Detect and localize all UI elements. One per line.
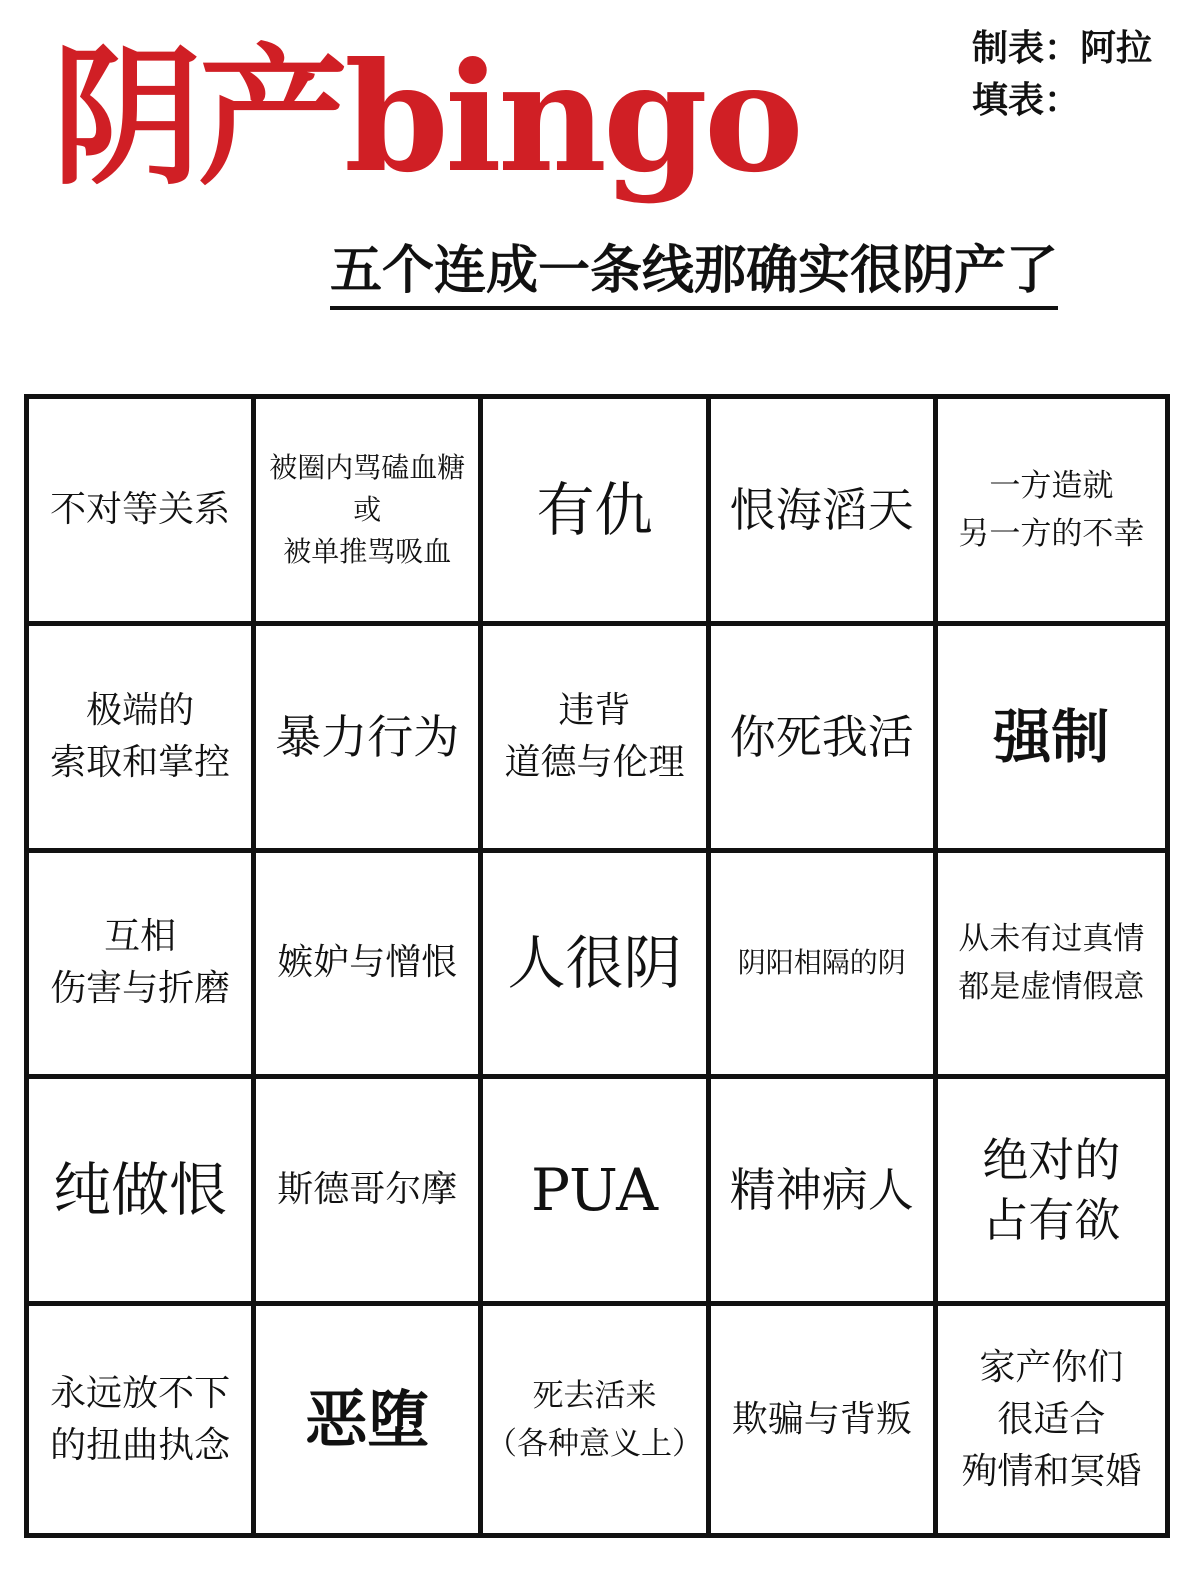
cell-text-line: 一方造就 xyxy=(989,467,1114,504)
bingo-subtitle: 五个连成一条线那确实很阴产了 xyxy=(330,238,1058,310)
cell-text-line: 的扭曲执念 xyxy=(50,1424,231,1466)
cell-text-line: 道德与伦理 xyxy=(504,741,685,783)
bingo-cell[interactable] xyxy=(938,626,1165,853)
cell-text-line: 索取和掌控 xyxy=(50,741,231,783)
cell-text-line: 恨海滔天 xyxy=(729,482,914,537)
bingo-cell[interactable] xyxy=(256,1079,483,1306)
cell-text-line: 家产你们 xyxy=(979,1346,1124,1388)
bingo-cell[interactable] xyxy=(256,626,483,853)
bingo-cell[interactable] xyxy=(29,1079,256,1306)
bingo-cell[interactable] xyxy=(483,1306,710,1533)
cell-text-line: 强制 xyxy=(993,702,1110,771)
cell-text-line: 另一方的不幸 xyxy=(958,515,1145,552)
cell-text-line: 死去活来 xyxy=(532,1377,657,1414)
cell-text-line: 你死我活 xyxy=(729,709,914,764)
cell-text-line: （各种意义上） xyxy=(486,1425,703,1462)
bingo-cell[interactable] xyxy=(938,1079,1165,1306)
cell-text-line: 纯做恨 xyxy=(53,1156,228,1225)
bingo-cell[interactable] xyxy=(711,853,938,1080)
bingo-title: 阴产bingo xyxy=(52,30,800,206)
credits-block xyxy=(972,22,1152,126)
cell-text-line: 阴阳相隔的阴 xyxy=(737,946,906,980)
bingo-cell[interactable] xyxy=(29,853,256,1080)
cell-text-line: 被单推骂吸血 xyxy=(283,534,452,568)
cell-text-line: 精神病人 xyxy=(729,1163,914,1218)
cell-text-line: 有仇 xyxy=(536,475,653,544)
cell-text-line: 违背 xyxy=(558,689,631,731)
cell-text-line: 都是虚情假意 xyxy=(958,969,1145,1006)
bingo-cell[interactable] xyxy=(29,399,256,626)
cell-text-line: 恶堕 xyxy=(305,1382,430,1456)
bingo-cell[interactable] xyxy=(256,1306,483,1533)
bingo-cell[interactable] xyxy=(29,626,256,853)
cell-text-line: 人很阴 xyxy=(507,929,682,998)
cell-text-line: 嫉妒与憎恨 xyxy=(277,942,458,984)
bingo-cell[interactable] xyxy=(483,399,710,626)
bingo-cell[interactable] xyxy=(483,853,710,1080)
cell-text-line: 很适合 xyxy=(997,1398,1106,1440)
bingo-cell[interactable] xyxy=(711,1079,938,1306)
cell-text-line: 暴力行为 xyxy=(275,709,460,764)
filler-credit: 填表： xyxy=(972,79,1081,121)
cell-text-line: 永远放不下 xyxy=(50,1372,231,1414)
cell-text-line: 绝对的 xyxy=(982,1133,1121,1188)
bingo-cell[interactable] xyxy=(938,1306,1165,1533)
cell-text-line: 不对等关系 xyxy=(50,488,231,530)
bingo-cell[interactable] xyxy=(938,399,1165,626)
maker-credit: 制表：阿拉 xyxy=(972,27,1153,69)
cell-text-line: 或 xyxy=(353,492,382,526)
cell-text-line: 占有欲 xyxy=(982,1193,1121,1248)
bingo-cell[interactable] xyxy=(256,399,483,626)
cell-text-line: PUA xyxy=(530,1156,658,1225)
cell-text-line: 伤害与折磨 xyxy=(50,968,231,1010)
cell-text-line: 从未有过真情 xyxy=(958,921,1145,958)
bingo-grid xyxy=(24,394,1170,1538)
cell-text-line: 被圈内骂磕血糖 xyxy=(269,450,466,484)
bingo-cell[interactable] xyxy=(711,626,938,853)
bingo-cell[interactable] xyxy=(711,399,938,626)
bingo-cell[interactable] xyxy=(29,1306,256,1533)
bingo-cell[interactable] xyxy=(483,1079,710,1306)
bingo-cell[interactable] xyxy=(256,853,483,1080)
cell-text-line: 欺骗与背叛 xyxy=(731,1398,912,1440)
cell-text-line: 殉情和冥婚 xyxy=(961,1450,1142,1492)
bingo-cell[interactable] xyxy=(711,1306,938,1533)
bingo-cell[interactable] xyxy=(938,853,1165,1080)
bingo-cell[interactable] xyxy=(483,626,710,853)
cell-text-line: 斯德哥尔摩 xyxy=(277,1169,458,1211)
cell-text-line: 极端的 xyxy=(86,689,195,731)
cell-text-line: 互相 xyxy=(104,916,177,958)
